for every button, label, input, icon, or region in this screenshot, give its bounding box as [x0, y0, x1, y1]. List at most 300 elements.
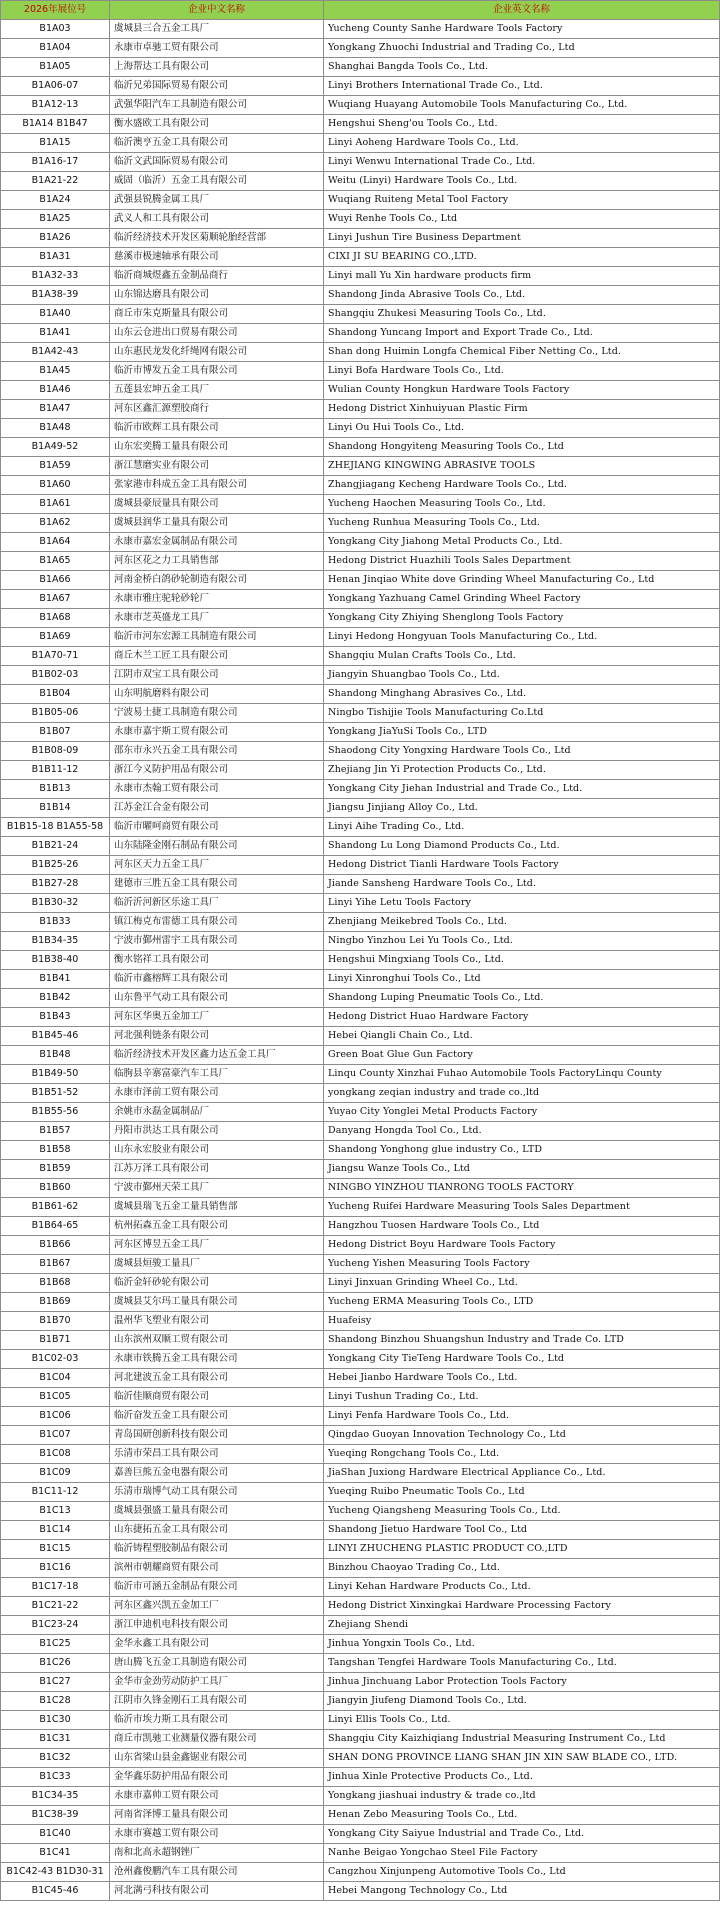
- booth-number-cell: B1B48: [1, 1046, 110, 1065]
- table-row: [1, 837, 720, 856]
- booth-number-cell: B1B71: [1, 1331, 110, 1350]
- english-name-cell: Linyi Aihe Trading Co., Ltd.: [324, 818, 720, 837]
- booth-number-cell: B1A38-39: [1, 286, 110, 305]
- chinese-name-cell: 唐山腾飞五金工具制造有限公司: [110, 1654, 324, 1673]
- table-row: [1, 666, 720, 685]
- table-row: [1, 1388, 720, 1407]
- chinese-name-cell: 威固（临沂）五金工具有限公司: [110, 172, 324, 191]
- english-name-cell: Qingdao Guoyan Innovation Technology Co., Ltd: [324, 1426, 720, 1445]
- table-row: [1, 913, 720, 932]
- chinese-name-cell: 张家港市科成五金工具有限公司: [110, 476, 324, 495]
- english-name-cell: Ningbo Yinzhou Lei Yu Tools Co., Ltd.: [324, 932, 720, 951]
- booth-number-cell: B1A04: [1, 39, 110, 58]
- chinese-name-cell: 余姚市永磊金属制品厂: [110, 1103, 324, 1122]
- english-name-cell: Shangqiu City Kaizhiqiang Industrial Measuring Instrument Co., Ltd: [324, 1730, 720, 1749]
- table-row: [1, 1084, 720, 1103]
- chinese-name-cell: 临沂奋发五金工具有限公司: [110, 1407, 324, 1426]
- english-name-cell: Shangqiu Zhukesi Measuring Tools Co., Ltd.: [324, 305, 720, 324]
- booth-number-cell: B1C38-39: [1, 1806, 110, 1825]
- english-name-cell: Danyang Hongda Tool Co., Ltd.: [324, 1122, 720, 1141]
- table-row: [1, 1274, 720, 1293]
- table-row: [1, 1407, 720, 1426]
- header-chinese-name: 企业中文名称: [110, 1, 324, 20]
- table-row: [1, 96, 720, 115]
- chinese-name-cell: 上海帮达工具有限公司: [110, 58, 324, 77]
- english-name-cell: Yongkang City Jiehan Industrial and Trade Co., Ltd.: [324, 780, 720, 799]
- booth-number-cell: B1B07: [1, 723, 110, 742]
- table-row: [1, 1426, 720, 1445]
- english-name-cell: ZHEJIANG KINGWING ABRASIVE TOOLS: [324, 457, 720, 476]
- booth-number-cell: B1A31: [1, 248, 110, 267]
- chinese-name-cell: 宁波市鄞州雷宇工具有限公司: [110, 932, 324, 951]
- chinese-name-cell: 山东陆隆金刚石制品有限公司: [110, 837, 324, 856]
- table-row: [1, 761, 720, 780]
- chinese-name-cell: 慈溪市极速轴承有限公司: [110, 248, 324, 267]
- english-name-cell: Linyi mall Yu Xin hardware products firm: [324, 267, 720, 286]
- table-row: [1, 1540, 720, 1559]
- booth-number-cell: B1B38-40: [1, 951, 110, 970]
- chinese-name-cell: 临沂文武国际贸易有限公司: [110, 153, 324, 172]
- chinese-name-cell: 永康市泽前工贸有限公司: [110, 1084, 324, 1103]
- booth-number-cell: B1B43: [1, 1008, 110, 1027]
- booth-number-cell: B1A24: [1, 191, 110, 210]
- table-row: [1, 1217, 720, 1236]
- booth-number-cell: B1A61: [1, 495, 110, 514]
- table-row: [1, 1236, 720, 1255]
- booth-number-cell: B1A42-43: [1, 343, 110, 362]
- table-row: [1, 1673, 720, 1692]
- booth-number-cell: B1C26: [1, 1654, 110, 1673]
- booth-number-cell: B1A15: [1, 134, 110, 153]
- table-row: [1, 1198, 720, 1217]
- chinese-name-cell: 临沂市博发五金工具有限公司: [110, 362, 324, 381]
- table-row: [1, 1597, 720, 1616]
- table-row: [1, 894, 720, 913]
- booth-number-cell: B1A26: [1, 229, 110, 248]
- table-row: [1, 571, 720, 590]
- english-name-cell: Henan Jinqiao White dove Grinding Wheel Manufacturing Co., Ltd: [324, 571, 720, 590]
- booth-number-cell: B1C14: [1, 1521, 110, 1540]
- chinese-name-cell: 武强华阳汽车工具制造有限公司: [110, 96, 324, 115]
- english-name-cell: Linyi Xinronghui Tools Co., Ltd: [324, 970, 720, 989]
- booth-number-cell: B1B70: [1, 1312, 110, 1331]
- booth-number-cell: B1A45: [1, 362, 110, 381]
- table-row: [1, 1464, 720, 1483]
- chinese-name-cell: 虞城县烜骏工量具厂: [110, 1255, 324, 1274]
- chinese-name-cell: 衡水盛欧工具有限公司: [110, 115, 324, 134]
- english-name-cell: Binzhou Chaoyao Trading Co., Ltd.: [324, 1559, 720, 1578]
- booth-number-cell: B1A40: [1, 305, 110, 324]
- english-name-cell: Zhejiang Shendi: [324, 1616, 720, 1635]
- table-row: [1, 989, 720, 1008]
- table-row: [1, 1825, 720, 1844]
- chinese-name-cell: 永康市雅庄驼轮砂轮厂: [110, 590, 324, 609]
- chinese-name-cell: 临沂商城煜鑫五金制品商行: [110, 267, 324, 286]
- table-row: [1, 1293, 720, 1312]
- chinese-name-cell: 金华永鑫工具有限公司: [110, 1635, 324, 1654]
- table-row: [1, 1008, 720, 1027]
- chinese-name-cell: 虞城县润华工量具有限公司: [110, 514, 324, 533]
- english-name-cell: Yongkang jiashuai industry & trade co.,ltd: [324, 1787, 720, 1806]
- english-name-cell: Linyi Wenwu International Trade Co., Ltd.: [324, 153, 720, 172]
- table-row: [1, 1692, 720, 1711]
- english-name-cell: Ningbo Tishijie Tools Manufacturing Co.Ltd: [324, 704, 720, 723]
- english-name-cell: Wuyi Renhe Tools Co., Ltd: [324, 210, 720, 229]
- table-row: [1, 305, 720, 324]
- english-name-cell: Shandong Hongyiteng Measuring Tools Co., Ltd: [324, 438, 720, 457]
- english-name-cell: Yongkang JiaYuSi Tools Co., LTD: [324, 723, 720, 742]
- table-row: [1, 286, 720, 305]
- english-name-cell: Shan dong Huimin Longfa Chemical Fiber Netting Co., Ltd.: [324, 343, 720, 362]
- booth-number-cell: B1A67: [1, 590, 110, 609]
- booth-number-cell: B1A59: [1, 457, 110, 476]
- english-name-cell: Hedong District Boyu Hardware Tools Factory: [324, 1236, 720, 1255]
- english-name-cell: Linyi Yihe Letu Tools Factory: [324, 894, 720, 913]
- table-row: [1, 1350, 720, 1369]
- english-name-cell: Yucheng Haochen Measuring Tools Co., Ltd.: [324, 495, 720, 514]
- booth-number-cell: B1C41: [1, 1844, 110, 1863]
- english-name-cell: Shandong Lu Long Diamond Products Co., Ltd.: [324, 837, 720, 856]
- chinese-name-cell: 宁波市鄞州天荣工具厂: [110, 1179, 324, 1198]
- english-name-cell: JiaShan Juxiong Hardware Electrical Appliance Co., Ltd.: [324, 1464, 720, 1483]
- table-row: [1, 77, 720, 96]
- english-name-cell: Hebei Mangong Technology Co., Ltd: [324, 1882, 720, 1901]
- english-name-cell: LINYI ZHUCHENG PLASTIC PRODUCT CO.,LTD: [324, 1540, 720, 1559]
- table-row: [1, 381, 720, 400]
- chinese-name-cell: 临沂市埃力斯工具有限公司: [110, 1711, 324, 1730]
- booth-number-cell: B1A14 B1B47: [1, 115, 110, 134]
- chinese-name-cell: 乐清市瑞博气动工具有限公司: [110, 1483, 324, 1502]
- booth-number-cell: B1B67: [1, 1255, 110, 1274]
- english-name-cell: Yucheng ERMA Measuring Tools Co., LTD: [324, 1293, 720, 1312]
- table-row: [1, 1103, 720, 1122]
- chinese-name-cell: 虞城县瑞飞五金工量具销售部: [110, 1198, 324, 1217]
- table-row: [1, 1065, 720, 1084]
- chinese-name-cell: 江阴市久锋金刚石工具有限公司: [110, 1692, 324, 1711]
- english-name-cell: Shandong Yonghong glue industry Co., LTD: [324, 1141, 720, 1160]
- english-name-cell: Linyi Ellis Tools Co., Ltd.: [324, 1711, 720, 1730]
- chinese-name-cell: 临沂市欧辉工具有限公司: [110, 419, 324, 438]
- english-name-cell: Jinhua Yongxin Tools Co., Ltd.: [324, 1635, 720, 1654]
- booth-number-cell: B1B34-35: [1, 932, 110, 951]
- booth-number-cell: B1C13: [1, 1502, 110, 1521]
- table-row: [1, 1141, 720, 1160]
- table-row: [1, 1844, 720, 1863]
- booth-number-cell: B1C02-03: [1, 1350, 110, 1369]
- english-name-cell: Yucheng Ruifei Hardware Measuring Tools Sales Department: [324, 1198, 720, 1217]
- chinese-name-cell: 浙江申迪机电科技有限公司: [110, 1616, 324, 1635]
- chinese-name-cell: 河东区鑫兴凯五金加工厂: [110, 1597, 324, 1616]
- table-row: [1, 210, 720, 229]
- english-name-cell: Linqu County Xinzhai Fuhao Automobile Tools FactoryLinqu County: [324, 1065, 720, 1084]
- english-name-cell: Green Boat Glue Gun Factory: [324, 1046, 720, 1065]
- chinese-name-cell: 宁波易士捷工具制造有限公司: [110, 704, 324, 723]
- english-name-cell: Yucheng Yishen Measuring Tools Factory: [324, 1255, 720, 1274]
- table-row: [1, 362, 720, 381]
- booth-number-cell: B1B55-56: [1, 1103, 110, 1122]
- chinese-name-cell: 乐清市荣昌工具有限公司: [110, 1445, 324, 1464]
- chinese-name-cell: 山东惠民龙发化纤绳网有限公司: [110, 343, 324, 362]
- chinese-name-cell: 山东滨州双顺工贸有限公司: [110, 1331, 324, 1350]
- booth-number-cell: B1B05-06: [1, 704, 110, 723]
- table-row: [1, 552, 720, 571]
- chinese-name-cell: 河南金桥白鸽砂轮制造有限公司: [110, 571, 324, 590]
- booth-number-cell: B1C45-46: [1, 1882, 110, 1901]
- table-row: [1, 267, 720, 286]
- english-name-cell: Shangqiu Mulan Crafts Tools Co., Ltd.: [324, 647, 720, 666]
- chinese-name-cell: 商丘木兰工匠工具有限公司: [110, 647, 324, 666]
- booth-number-cell: B1B45-46: [1, 1027, 110, 1046]
- english-name-cell: yongkang zeqian industry and trade co.,ltd: [324, 1084, 720, 1103]
- table-row: [1, 1179, 720, 1198]
- table-row: [1, 742, 720, 761]
- booth-number-cell: B1C15: [1, 1540, 110, 1559]
- english-name-cell: CIXI JI SU BEARING CO.,LTD.: [324, 248, 720, 267]
- english-name-cell: Hangzhou Tuosen Hardware Tools Co., Ltd: [324, 1217, 720, 1236]
- table-row: [1, 951, 720, 970]
- english-name-cell: Wulian County Hongkun Hardware Tools Factory: [324, 381, 720, 400]
- booth-number-cell: B1A65: [1, 552, 110, 571]
- table-row: [1, 1635, 720, 1654]
- table-row: [1, 58, 720, 77]
- chinese-name-cell: 丹阳市洪达工具有限公司: [110, 1122, 324, 1141]
- booth-number-cell: B1B59: [1, 1160, 110, 1179]
- header-english-name: 企业英文名称: [324, 1, 720, 20]
- table-row: [1, 20, 720, 39]
- table-row: [1, 495, 720, 514]
- booth-number-cell: B1A47: [1, 400, 110, 419]
- table-row: [1, 1521, 720, 1540]
- chinese-name-cell: 河东区华奥五金加工厂: [110, 1008, 324, 1027]
- chinese-name-cell: 江苏金江合金有限公司: [110, 799, 324, 818]
- table-row: [1, 1046, 720, 1065]
- chinese-name-cell: 金华鑫乐防护用品有限公司: [110, 1768, 324, 1787]
- table-row: [1, 1863, 720, 1882]
- booth-number-cell: B1A41: [1, 324, 110, 343]
- chinese-name-cell: 临沂铸程塑胶制品有限公司: [110, 1540, 324, 1559]
- booth-number-cell: B1C11-12: [1, 1483, 110, 1502]
- english-name-cell: Wuqiang Ruiteng Metal Tool Factory: [324, 191, 720, 210]
- table-row: [1, 419, 720, 438]
- booth-number-cell: B1B14: [1, 799, 110, 818]
- table-row: [1, 590, 720, 609]
- chinese-name-cell: 河南省泽博工量具有限公司: [110, 1806, 324, 1825]
- booth-number-cell: B1A21-22: [1, 172, 110, 191]
- chinese-name-cell: 五莲县宏坤五金工具厂: [110, 381, 324, 400]
- english-name-cell: Yucheng Qiangsheng Measuring Tools Co., Ltd.: [324, 1502, 720, 1521]
- chinese-name-cell: 南和北高永超钢锉厂: [110, 1844, 324, 1863]
- english-name-cell: Tangshan Tengfei Hardware Tools Manufacturing Co., Ltd.: [324, 1654, 720, 1673]
- table-row: [1, 39, 720, 58]
- english-name-cell: Yueqing Rongchang Tools Co., Ltd.: [324, 1445, 720, 1464]
- chinese-name-cell: 山东云仓进出口贸易有限公司: [110, 324, 324, 343]
- booth-number-cell: B1C40: [1, 1825, 110, 1844]
- booth-number-cell: B1A69: [1, 628, 110, 647]
- chinese-name-cell: 山东省梁山县金鑫锯业有限公司: [110, 1749, 324, 1768]
- english-name-cell: Yucheng Runhua Measuring Tools Co., Ltd.: [324, 514, 720, 533]
- chinese-name-cell: 嘉善巨熊五金电器有限公司: [110, 1464, 324, 1483]
- chinese-name-cell: 临沂市鑫榕辉工具有限公司: [110, 970, 324, 989]
- table-row: [1, 932, 720, 951]
- chinese-name-cell: 虞城县三合五金工具厂: [110, 20, 324, 39]
- booth-number-cell: B1C08: [1, 1445, 110, 1464]
- booth-number-cell: B1A32-33: [1, 267, 110, 286]
- table-row: [1, 1578, 720, 1597]
- chinese-name-cell: 山东鲁平气动工具有限公司: [110, 989, 324, 1008]
- table-row: [1, 1616, 720, 1635]
- english-name-cell: Hedong District Huazhili Tools Sales Department: [324, 552, 720, 571]
- booth-number-cell: B1A66: [1, 571, 110, 590]
- english-name-cell: Jinhua Jinchuang Labor Protection Tools Factory: [324, 1673, 720, 1692]
- booth-number-cell: B1B15-18 B1A55-58: [1, 818, 110, 837]
- chinese-name-cell: 永康市嘉宇斯工贸有限公司: [110, 723, 324, 742]
- booth-number-cell: B1B61-62: [1, 1198, 110, 1217]
- chinese-name-cell: 河北满弓科技有限公司: [110, 1882, 324, 1901]
- chinese-name-cell: 临沂经济技术开发区菊顺轮胎经营部: [110, 229, 324, 248]
- booth-number-cell: B1A06-07: [1, 77, 110, 96]
- english-name-cell: Yucheng County Sanhe Hardware Tools Factory: [324, 20, 720, 39]
- chinese-name-cell: 虞城县艾尔玛工量具有限公司: [110, 1293, 324, 1312]
- booth-number-cell: B1A48: [1, 419, 110, 438]
- table-row: [1, 818, 720, 837]
- english-name-cell: Jiangsu Jinjiang Alloy Co., Ltd.: [324, 799, 720, 818]
- booth-number-cell: B1A25: [1, 210, 110, 229]
- english-name-cell: Yongkang City Saiyue Industrial and Trade Co., Ltd.: [324, 1825, 720, 1844]
- table-row: [1, 134, 720, 153]
- table-row: [1, 875, 720, 894]
- chinese-name-cell: 永康市嘉宏金属制品有限公司: [110, 533, 324, 552]
- english-name-cell: Yongkang Zhuochi Industrial and Trading Co., Ltd: [324, 39, 720, 58]
- booth-number-cell: B1C34-35: [1, 1787, 110, 1806]
- english-name-cell: Shaodong City Yongxing Hardware Tools Co., Ltd: [324, 742, 720, 761]
- chinese-name-cell: 建德市三胜五金工具有限公司: [110, 875, 324, 894]
- english-name-cell: Linyi Hedong Hongyuan Tools Manufacturing Co., Ltd.: [324, 628, 720, 647]
- english-name-cell: Weitu (Linyi) Hardware Tools Co., Ltd.: [324, 172, 720, 191]
- booth-number-cell: B1B69: [1, 1293, 110, 1312]
- english-name-cell: Hedong District Xinhuiyuan Plastic Firm: [324, 400, 720, 419]
- table-row: [1, 1768, 720, 1787]
- chinese-name-cell: 永康市卓驰工贸有限公司: [110, 39, 324, 58]
- booth-number-cell: B1B68: [1, 1274, 110, 1293]
- english-name-cell: Linyi Fenfa Hardware Tools Co., Ltd.: [324, 1407, 720, 1426]
- table-row: [1, 1445, 720, 1464]
- table-row: [1, 191, 720, 210]
- chinese-name-cell: 商丘市朱克斯量具有限公司: [110, 305, 324, 324]
- table-row: [1, 1331, 720, 1350]
- english-name-cell: Shandong Jinda Abrasive Tools Co., Ltd.: [324, 286, 720, 305]
- english-name-cell: Shandong Yuncang Import and Export Trade Co., Ltd.: [324, 324, 720, 343]
- booth-number-cell: B1B60: [1, 1179, 110, 1198]
- chinese-name-cell: 山东宏奕腾工量具有限公司: [110, 438, 324, 457]
- english-name-cell: Linyi Jushun Tire Business Department: [324, 229, 720, 248]
- english-name-cell: Yongkang City TieTeng Hardware Tools Co., Ltd: [324, 1350, 720, 1369]
- table-row: [1, 1312, 720, 1331]
- booth-number-cell: B1C28: [1, 1692, 110, 1711]
- english-name-cell: Hedong District Xinxingkai Hardware Processing Factory: [324, 1597, 720, 1616]
- chinese-name-cell: 河北强利链条有限公司: [110, 1027, 324, 1046]
- booth-number-cell: B1B64-65: [1, 1217, 110, 1236]
- table-row: [1, 647, 720, 666]
- english-name-cell: Jiangyin Jiufeng Diamond Tools Co., Ltd.: [324, 1692, 720, 1711]
- table-row: [1, 1559, 720, 1578]
- chinese-name-cell: 河东区鑫汇源塑胶商行: [110, 400, 324, 419]
- table-row: [1, 457, 720, 476]
- booth-number-cell: B1C07: [1, 1426, 110, 1445]
- booth-number-cell: B1B13: [1, 780, 110, 799]
- chinese-name-cell: 浙江慧磨实业有限公司: [110, 457, 324, 476]
- english-name-cell: Nanhe Beigao Yongchao Steel File Factory: [324, 1844, 720, 1863]
- booth-number-cell: B1C30: [1, 1711, 110, 1730]
- table-row: [1, 970, 720, 989]
- chinese-name-cell: 临沂佳顺商贸有限公司: [110, 1388, 324, 1407]
- chinese-name-cell: 武义人和工具有限公司: [110, 210, 324, 229]
- header-row: [1, 1, 720, 20]
- chinese-name-cell: 永康市芝英盛龙工具厂: [110, 609, 324, 628]
- english-name-cell: Hedong District Tianli Hardware Tools Factory: [324, 856, 720, 875]
- english-name-cell: Linyi Kehan Hardware Products Co., Ltd.: [324, 1578, 720, 1597]
- booth-number-cell: B1A03: [1, 20, 110, 39]
- english-name-cell: Linyi Jinxuan Grinding Wheel Co., Ltd.: [324, 1274, 720, 1293]
- english-name-cell: Linyi Aoheng Hardware Tools Co., Ltd.: [324, 134, 720, 153]
- english-name-cell: Zhangjiagang Kecheng Hardware Tools Co., Ltd.: [324, 476, 720, 495]
- chinese-name-cell: 永康市嘉帅工贸有限公司: [110, 1787, 324, 1806]
- booth-number-cell: B1B57: [1, 1122, 110, 1141]
- table-row: [1, 476, 720, 495]
- english-name-cell: Zhejiang Jin Yi Protection Products Co., Ltd.: [324, 761, 720, 780]
- booth-number-cell: B1C05: [1, 1388, 110, 1407]
- english-name-cell: NINGBO YINZHOU TIANRONG TOOLS FACTORY: [324, 1179, 720, 1198]
- table-row: [1, 1160, 720, 1179]
- chinese-name-cell: 江苏万泽工具有限公司: [110, 1160, 324, 1179]
- booth-number-cell: B1B27-28: [1, 875, 110, 894]
- chinese-name-cell: 临沂市可涵五金制品有限公司: [110, 1578, 324, 1597]
- chinese-name-cell: 青岛国研创新科技有限公司: [110, 1426, 324, 1445]
- chinese-name-cell: 河东区博昱五金工具厂: [110, 1236, 324, 1255]
- table-row: [1, 343, 720, 362]
- table-row: [1, 1027, 720, 1046]
- table-row: [1, 1749, 720, 1768]
- english-name-cell: Shanghai Bangda Tools Co., Ltd.: [324, 58, 720, 77]
- table-row: [1, 533, 720, 552]
- chinese-name-cell: 衡水铭祥工具有限公司: [110, 951, 324, 970]
- chinese-name-cell: 临沂金轩砂轮有限公司: [110, 1274, 324, 1293]
- english-name-cell: Wuqiang Huayang Automobile Tools Manufacturing Co., Ltd.: [324, 96, 720, 115]
- booth-number-cell: B1B11-12: [1, 761, 110, 780]
- booth-number-cell: B1C17-18: [1, 1578, 110, 1597]
- booth-number-cell: B1C23-24: [1, 1616, 110, 1635]
- english-name-cell: Hengshui Sheng'ou Tools Co., Ltd.: [324, 115, 720, 134]
- english-name-cell: Huafeisy: [324, 1312, 720, 1331]
- chinese-name-cell: 杭州拓森五金工具有限公司: [110, 1217, 324, 1236]
- booth-number-cell: B1A49-52: [1, 438, 110, 457]
- table-row: [1, 172, 720, 191]
- english-name-cell: Jiangyin Shuangbao Tools Co., Ltd.: [324, 666, 720, 685]
- chinese-name-cell: 河北建波五金工具有限公司: [110, 1369, 324, 1388]
- booth-number-cell: B1C04: [1, 1369, 110, 1388]
- booth-number-cell: B1C06: [1, 1407, 110, 1426]
- chinese-name-cell: 永康市赛越工贸有限公司: [110, 1825, 324, 1844]
- chinese-name-cell: 虞城县强盛工量具有限公司: [110, 1502, 324, 1521]
- booth-number-cell: B1A70-71: [1, 647, 110, 666]
- chinese-name-cell: 临沂沂河新区乐途工具厂: [110, 894, 324, 913]
- chinese-name-cell: 邵东市永兴五金工具有限公司: [110, 742, 324, 761]
- english-name-cell: Shandong Binzhou Shuangshun Industry and Trade Co. LTD: [324, 1331, 720, 1350]
- booth-number-cell: B1A62: [1, 514, 110, 533]
- table-row: [1, 1730, 720, 1749]
- booth-number-cell: B1B21-24: [1, 837, 110, 856]
- chinese-name-cell: 沧州鑫俊鹏汽车工具有限公司: [110, 1863, 324, 1882]
- table-row: [1, 1255, 720, 1274]
